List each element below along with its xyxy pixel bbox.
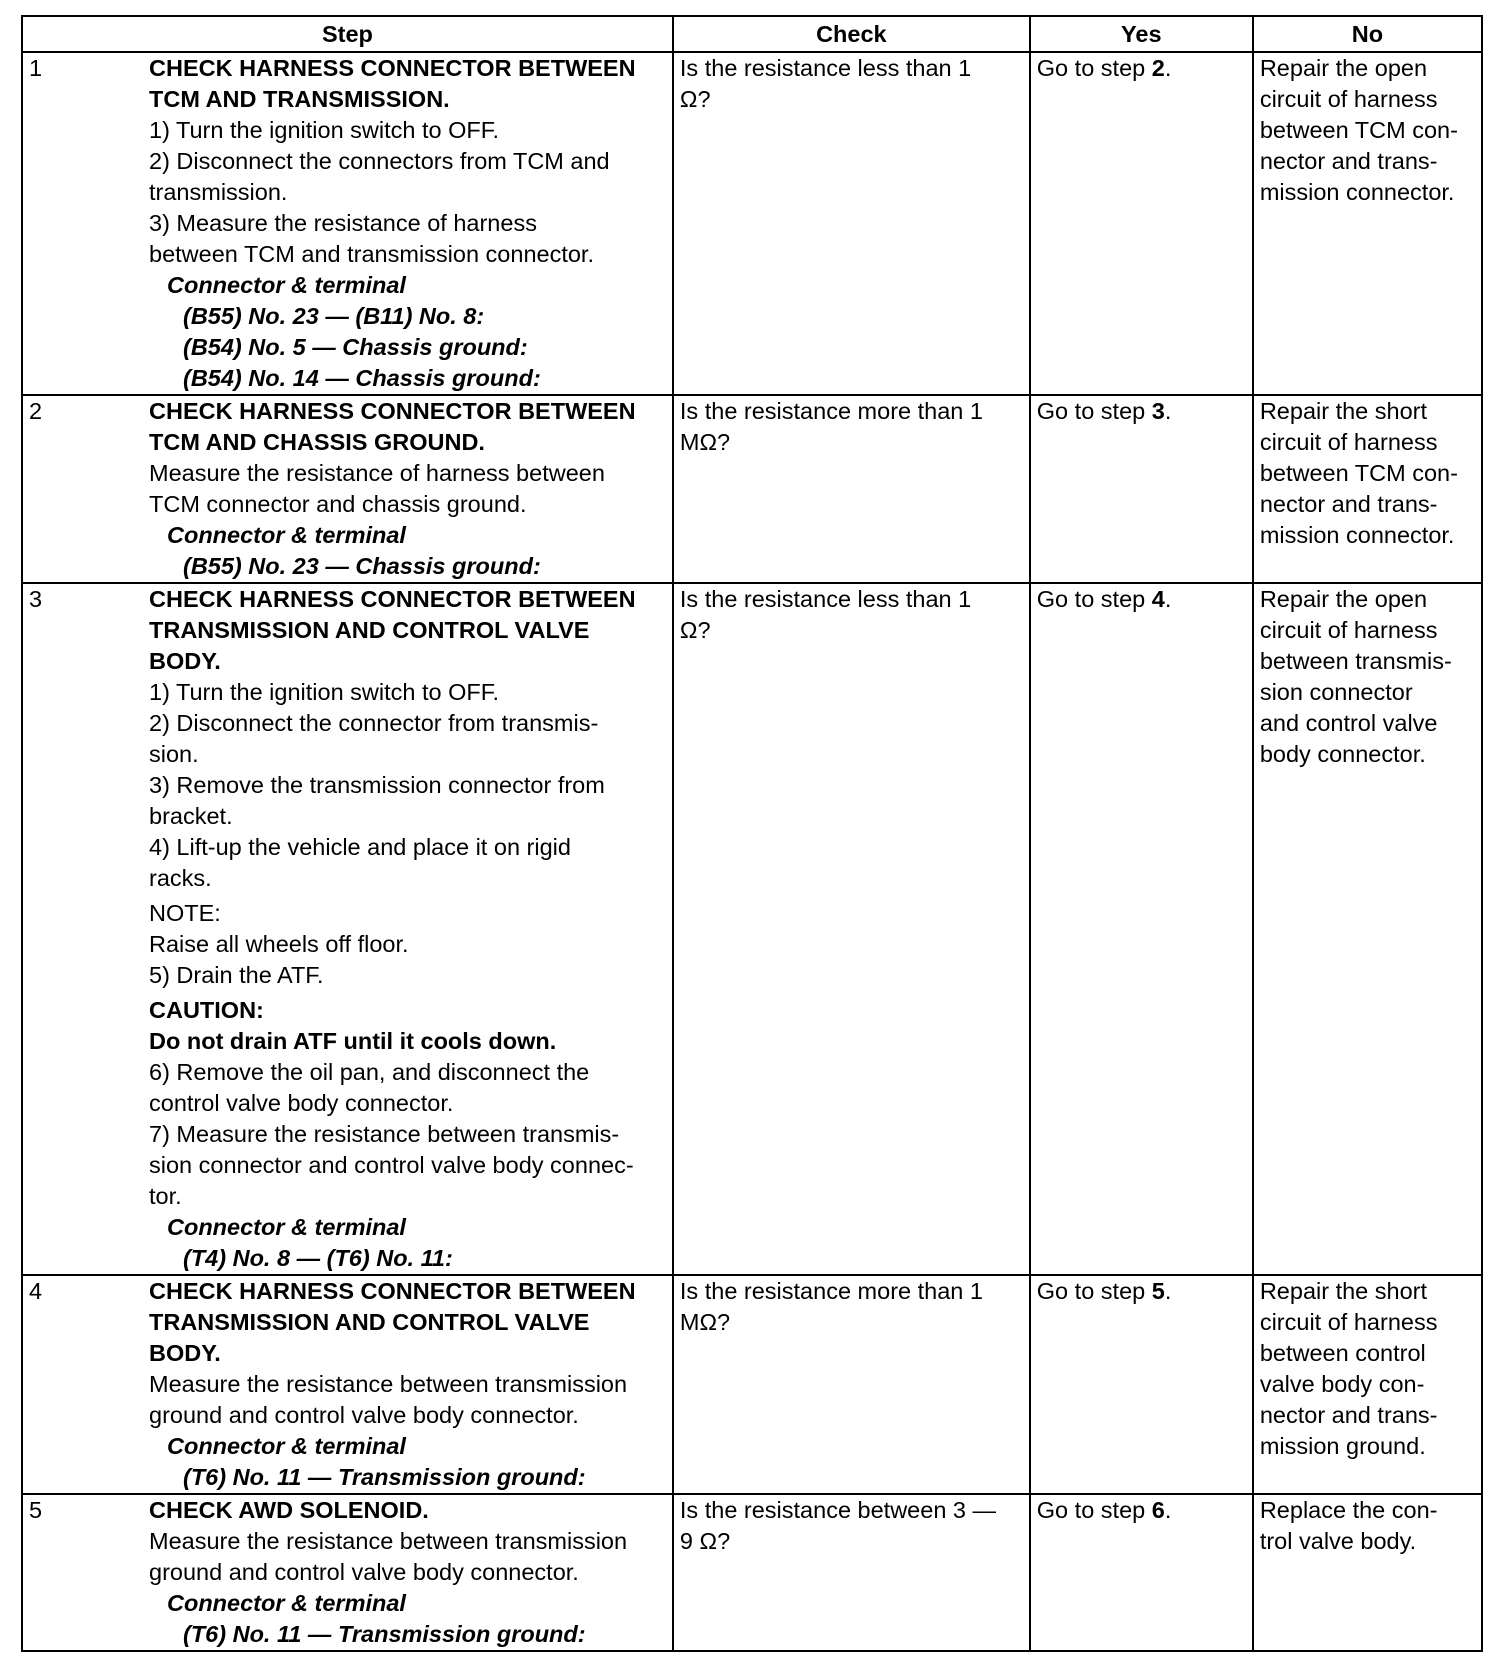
header-step: Step xyxy=(22,16,673,52)
terminal-spec: (B54) No. 14 — Chassis ground: xyxy=(183,365,541,391)
diagnostic-table xyxy=(21,15,1483,1652)
instruction: 5) Drain the ATF. xyxy=(149,962,324,988)
yes-step: 6 xyxy=(1151,1497,1165,1523)
yes-suffix: . xyxy=(1164,1497,1172,1523)
header-row xyxy=(22,16,1482,52)
table-row xyxy=(22,583,1482,1275)
no-text: Repair the open circuit of harness between TCM con- nector and trans- mission connector. xyxy=(1259,55,1458,205)
no-text: Replace the con- trol valve body. xyxy=(1259,1497,1438,1554)
check-cell xyxy=(673,1494,1030,1651)
table-row xyxy=(22,395,1482,583)
yes-step: 5 xyxy=(1151,1278,1165,1304)
check-cell xyxy=(673,1275,1030,1494)
check-text: Is the resistance less than 1 Ω? xyxy=(679,586,972,643)
header-no: No xyxy=(1253,16,1482,52)
yes-step: 2 xyxy=(1151,55,1165,81)
step-cell xyxy=(22,583,673,1275)
no-cell xyxy=(1253,1275,1482,1494)
yes-suffix: . xyxy=(1164,1278,1172,1304)
step-number: 1 xyxy=(29,55,43,81)
step-title: CHECK AWD SOLENOID. xyxy=(149,1497,429,1523)
yes-cell xyxy=(1030,52,1253,395)
instruction: 6) Remove the oil pan, and disconnect the control valve body connector. xyxy=(149,1059,590,1116)
yes-prefix: Go to step xyxy=(1036,586,1152,612)
no-cell xyxy=(1253,1494,1482,1651)
check-cell xyxy=(673,583,1030,1275)
step-number: 4 xyxy=(29,1278,43,1304)
step-cell xyxy=(22,395,673,583)
step-cell xyxy=(22,1494,673,1651)
instruction: 2) Disconnect the connectors from TCM and transmission. xyxy=(149,148,610,205)
terminal-spec: (B55) No. 23 — (B11) No. 8: xyxy=(183,303,485,329)
connector-label: Connector & terminal xyxy=(167,1590,406,1616)
yes-suffix: . xyxy=(1164,55,1172,81)
step-title: CHECK HARNESS CONNECTOR BETWEEN TRANSMISSION AND CONTROL VALVE BODY. xyxy=(149,1278,636,1366)
instruction: 3) Remove the transmission connector from bracket. xyxy=(149,772,605,829)
instruction: Measure the resistance of harness between TCM connector and chassis ground. xyxy=(149,460,605,517)
step-title: CHECK HARNESS CONNECTOR BETWEEN TCM AND TRANSMISSION. xyxy=(149,55,636,112)
connector-label: Connector & terminal xyxy=(167,1214,406,1240)
instruction: 7) Measure the resistance between transmis- sion connector and control valve body connec- tor. xyxy=(149,1121,634,1209)
instruction: 1) Turn the ignition switch to OFF. xyxy=(149,117,500,143)
check-cell xyxy=(673,395,1030,583)
caution-text: Do not drain ATF until it cools down. xyxy=(149,1028,557,1054)
step-number: 3 xyxy=(29,586,43,612)
yes-suffix: . xyxy=(1164,398,1172,424)
no-text: Repair the short circuit of harness between control valve body con- nector and trans- mission ground. xyxy=(1259,1278,1438,1459)
table-row xyxy=(22,1275,1482,1494)
instruction: Measure the resistance between transmission ground and control valve body connector. xyxy=(149,1528,628,1585)
terminal-spec: (T6) No. 11 — Transmission ground: xyxy=(183,1464,586,1490)
yes-cell xyxy=(1030,1494,1253,1651)
caution-label: CAUTION: xyxy=(149,997,264,1023)
step-cell xyxy=(22,1275,673,1494)
terminal-spec: (T4) No. 8 — (T6) No. 11: xyxy=(183,1245,453,1271)
yes-step: 4 xyxy=(1151,586,1165,612)
terminal-spec: (B55) No. 23 — Chassis ground: xyxy=(183,553,541,579)
step-title: CHECK HARNESS CONNECTOR BETWEEN TCM AND CHASSIS GROUND. xyxy=(149,398,636,455)
step-number: 2 xyxy=(29,398,43,424)
check-text: Is the resistance more than 1 MΩ? xyxy=(679,1278,983,1335)
yes-step: 3 xyxy=(1151,398,1165,424)
note-label: NOTE: xyxy=(149,900,221,926)
yes-cell xyxy=(1030,1275,1253,1494)
instruction: 4) Lift-up the vehicle and place it on rigid racks. xyxy=(149,834,571,891)
step-title: CHECK HARNESS CONNECTOR BETWEEN TRANSMISSION AND CONTROL VALVE BODY. xyxy=(149,586,636,674)
yes-prefix: Go to step xyxy=(1036,398,1152,424)
terminal-spec: (B54) No. 5 — Chassis ground: xyxy=(183,334,528,360)
table-row xyxy=(22,52,1482,395)
step-cell xyxy=(22,52,673,395)
terminal-spec: (T6) No. 11 — Transmission ground: xyxy=(183,1621,586,1647)
no-cell xyxy=(1253,583,1482,1275)
check-cell xyxy=(673,52,1030,395)
yes-cell xyxy=(1030,583,1253,1275)
instruction: Measure the resistance between transmission ground and control valve body connector. xyxy=(149,1371,628,1428)
connector-label: Connector & terminal xyxy=(167,272,406,298)
no-cell xyxy=(1253,52,1482,395)
no-text: Repair the short circuit of harness between TCM con- nector and trans- mission connector. xyxy=(1259,398,1458,548)
check-text: Is the resistance more than 1 MΩ? xyxy=(679,398,983,455)
instruction: 3) Measure the resistance of harness between TCM and transmission connector. xyxy=(149,210,594,267)
no-text: Repair the open circuit of harness between transmis- sion connector and control valve body connector. xyxy=(1259,586,1452,767)
yes-suffix: . xyxy=(1164,586,1172,612)
check-text: Is the resistance between 3 — 9 Ω? xyxy=(679,1497,997,1554)
yes-prefix: Go to step xyxy=(1036,1497,1152,1523)
header-yes: Yes xyxy=(1030,16,1253,52)
table-row xyxy=(22,1494,1482,1651)
connector-label: Connector & terminal xyxy=(167,1433,406,1459)
no-cell xyxy=(1253,395,1482,583)
check-text: Is the resistance less than 1 Ω? xyxy=(679,55,972,112)
connector-label: Connector & terminal xyxy=(167,522,406,548)
yes-cell xyxy=(1030,395,1253,583)
instruction: 2) Disconnect the connector from transmis- sion. xyxy=(149,710,599,767)
yes-prefix: Go to step xyxy=(1036,1278,1152,1304)
header-check: Check xyxy=(673,16,1030,52)
yes-prefix: Go to step xyxy=(1036,55,1152,81)
step-number: 5 xyxy=(29,1497,43,1523)
instruction: 1) Turn the ignition switch to OFF. xyxy=(149,679,500,705)
note-text: Raise all wheels off floor. xyxy=(149,931,409,957)
